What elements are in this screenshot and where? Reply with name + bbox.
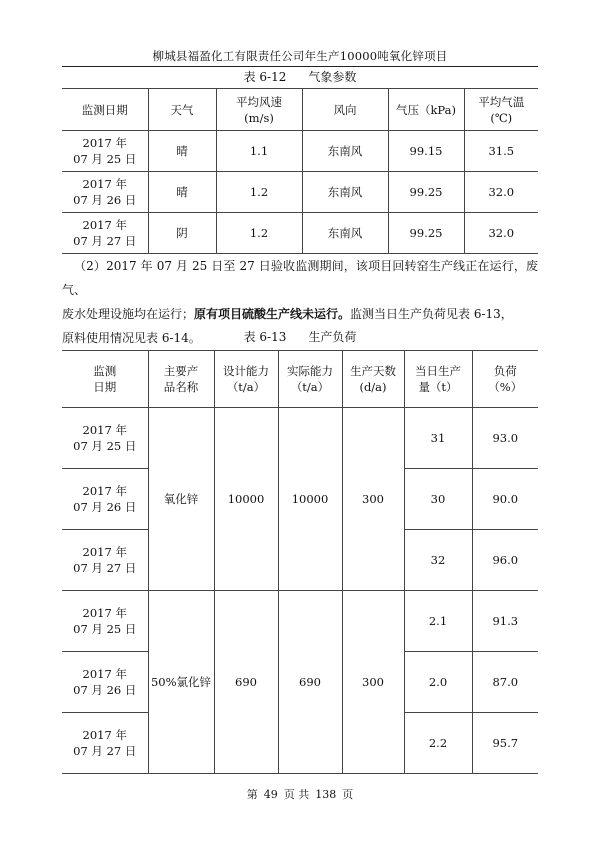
cell-wind-direction: 东南风 [302, 131, 388, 172]
table1-caption-title: 气象参数 [308, 70, 357, 84]
header-date: 监测日期 [62, 89, 148, 131]
table-row [62, 591, 538, 652]
cell-temperature: 32.0 [464, 172, 538, 213]
table1-caption [62, 68, 538, 85]
cell-date: 2017 年 07 月 25 日 [62, 131, 148, 172]
table2-caption-title: 生产负荷 [308, 330, 357, 344]
table-row [62, 131, 538, 172]
cell-date: 2017 年 07 月 27 日 [62, 213, 148, 254]
table2-caption [62, 328, 538, 345]
cell-load: 95.7 [472, 713, 538, 774]
cell-date: 2017 年 07 月 25 日 [62, 591, 148, 652]
header-daily-output: 当日生产 量（t） [404, 351, 472, 408]
cell-daily-output: 32 [404, 530, 472, 591]
header-wind-direction: 风向 [302, 89, 388, 131]
cell-pressure: 99.25 [388, 213, 464, 254]
header-wind-speed: 平均风速 (m/s) [216, 89, 302, 131]
footer-middle: 页 共 [283, 788, 310, 801]
paragraph-text: 监测当日生产负荷见表 6-13， [350, 307, 513, 321]
header-date: 监测 日期 [62, 351, 148, 408]
table-header-row [62, 351, 538, 408]
cell-date: 2017 年 07 月 26 日 [62, 652, 148, 713]
cell-pressure: 99.15 [388, 131, 464, 172]
footer-suffix: 页 [342, 788, 354, 801]
cell-date: 2017 年 07 月 27 日 [62, 713, 148, 774]
header-design-capacity: 设计能力 （t/a） [214, 351, 278, 408]
cell-daily-output: 2.0 [404, 652, 472, 713]
table-row [62, 408, 538, 469]
paragraph-line: 原料使用情况见表 6-14。 [62, 331, 201, 345]
paragraph-line [62, 302, 538, 326]
cell-design-capacity: 10000 [214, 408, 278, 591]
cell-product: 氧化锌 [148, 408, 214, 591]
footer-prefix: 第 [246, 788, 258, 801]
cell-product: 50%氯化锌 [148, 591, 214, 774]
table-row [62, 172, 538, 213]
cell-load: 87.0 [472, 652, 538, 713]
cell-wind-speed: 1.1 [216, 131, 302, 172]
header-product: 主要产 品名称 [148, 351, 214, 408]
paragraph-bold-text: 原有项目硫酸生产线未运行。 [194, 307, 351, 321]
header-temperature: 平均气温 (℃) [464, 89, 538, 131]
weather-table [62, 88, 538, 254]
footer-page-number: 49 [263, 788, 278, 801]
table-header-row [62, 89, 538, 131]
header-production-days: 生产天数 (d/a) [342, 351, 404, 408]
cell-wind-direction: 东南风 [302, 172, 388, 213]
paragraph-line: （2）2017 年 07 月 25 日至 27 日验收监测期间，该项目回转窑生产线正在运行，废气、 [62, 259, 538, 297]
cell-load: 93.0 [472, 408, 538, 469]
table-row [62, 213, 538, 254]
cell-daily-output: 2.2 [404, 713, 472, 774]
page-footer [62, 786, 538, 802]
cell-wind-direction: 东南风 [302, 213, 388, 254]
header-pressure: 气压（kPa) [388, 89, 464, 131]
cell-actual-capacity: 690 [278, 591, 342, 774]
cell-wind-speed: 1.2 [216, 213, 302, 254]
cell-weather: 阴 [148, 213, 216, 254]
cell-actual-capacity: 10000 [278, 408, 342, 591]
cell-temperature: 32.0 [464, 213, 538, 254]
cell-daily-output: 30 [404, 469, 472, 530]
cell-design-capacity: 690 [214, 591, 278, 774]
table2-caption-number: 表 6-13 [243, 330, 287, 344]
table1-caption-number: 表 6-12 [243, 70, 287, 84]
cell-daily-output: 2.1 [404, 591, 472, 652]
header-load: 负荷 （%） [472, 351, 538, 408]
production-load-table [62, 350, 538, 774]
cell-weather: 晴 [148, 172, 216, 213]
header-weather: 天气 [148, 89, 216, 131]
header-divider [62, 66, 538, 67]
cell-daily-output: 31 [404, 408, 472, 469]
cell-date: 2017 年 07 月 27 日 [62, 530, 148, 591]
cell-pressure: 99.25 [388, 172, 464, 213]
paragraph-text: 废水处理设施均在运行； [62, 307, 195, 321]
cell-load: 96.0 [472, 530, 538, 591]
cell-load: 91.3 [472, 591, 538, 652]
page-header: 柳城县福盈化工有限责任公司年生产10000吨氧化锌项目 [152, 49, 448, 63]
cell-date: 2017 年 07 月 26 日 [62, 172, 148, 213]
cell-wind-speed: 1.2 [216, 172, 302, 213]
cell-date: 2017 年 07 月 26 日 [62, 469, 148, 530]
cell-date: 2017 年 07 月 25 日 [62, 408, 148, 469]
cell-production-days: 300 [342, 408, 404, 591]
cell-weather: 晴 [148, 131, 216, 172]
cell-temperature: 31.5 [464, 131, 538, 172]
header-actual-capacity: 实际能力 （t/a） [278, 351, 342, 408]
cell-load: 90.0 [472, 469, 538, 530]
footer-page-total: 138 [315, 788, 337, 801]
cell-production-days: 300 [342, 591, 404, 774]
